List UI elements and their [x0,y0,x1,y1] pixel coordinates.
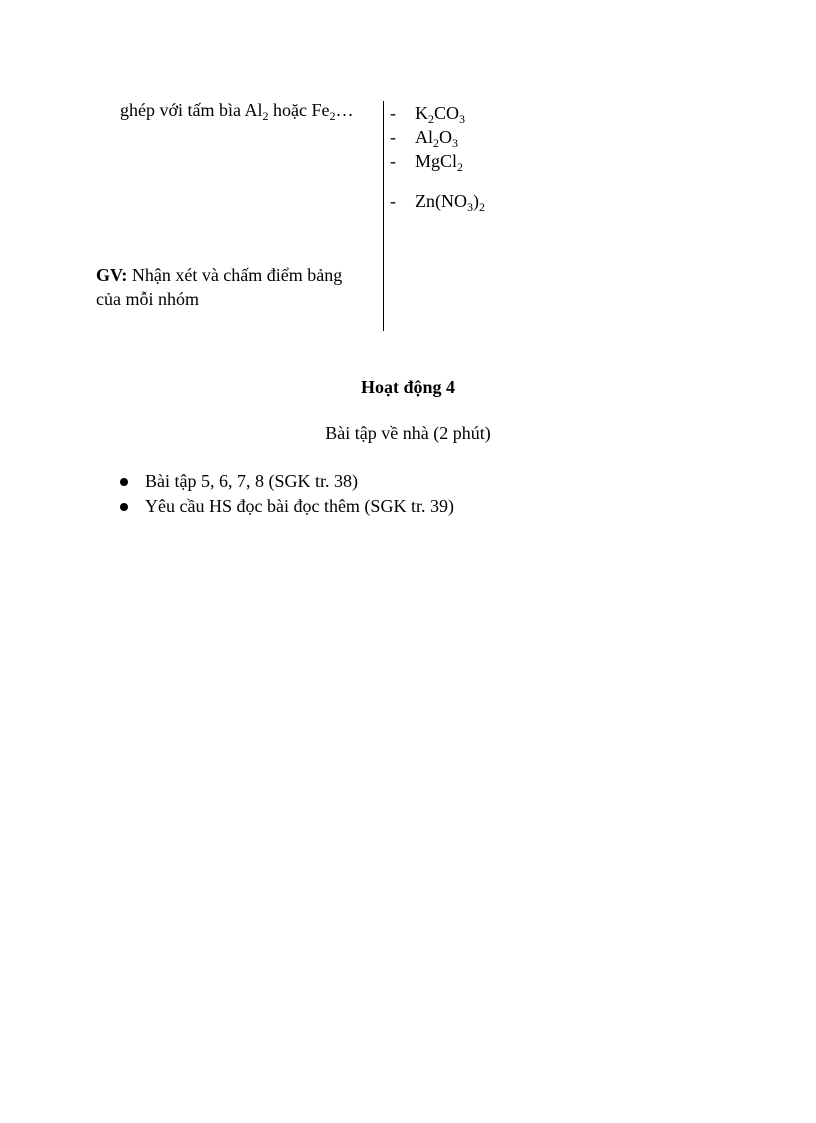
formula-subscript: 2 [428,112,434,126]
activity-subtitle: Bài tập về nhà (2 phút) [325,423,491,443]
chemical-formula-item [390,151,463,172]
formula-subscript: 3 [452,136,458,150]
formula-text: MgCl [415,151,458,171]
teacher-note-text: Nhận xét và chấm điểm bảng của mỗi nhóm [96,265,343,309]
column-divider [383,101,384,331]
subscript-fe: 2 [329,109,336,123]
list-item [118,469,454,494]
homework-item-text: Bài tập 5, 6, 7, 8 (SGK tr. 38) [145,471,358,491]
instruction-text-start: ghép với tấm bìa Al [120,100,263,120]
list-dash: - [390,191,396,211]
activity-title: Hoạt động 4 [360,377,456,397]
formula-text: K [415,103,428,123]
formula-subscript: 2 [457,160,464,174]
formula-text: CO [434,103,460,123]
instruction-line [120,100,353,121]
formula-text: O [439,127,452,147]
instruction-text-end: … [335,100,354,120]
bullet-icon [120,503,128,511]
instruction-text-middle: hoặc Fe [268,100,330,120]
list-dash: - [390,151,396,171]
formula-subscript: 2 [433,136,439,150]
formula-text: ) [473,191,479,211]
chemical-formula-item [390,127,458,148]
formula-subscript: 3 [467,200,473,214]
homework-item-text: Yêu cầu HS đọc bài đọc thêm (SGK tr. 39) [145,496,454,516]
formula-subscript: 3 [459,112,466,126]
homework-list [118,469,454,519]
formula-text: Zn(NO [415,191,467,211]
teacher-label: GV: [96,265,128,285]
formula-text: Al [415,127,433,147]
chemical-formula-item [390,191,485,212]
list-dash: - [390,127,396,147]
chemical-formula-item [390,103,465,124]
teacher-note [96,263,371,311]
list-dash: - [390,103,396,123]
list-item [118,494,454,519]
bullet-icon [120,478,128,486]
formula-subscript: 2 [479,200,485,214]
subscript-al: 2 [262,109,269,123]
